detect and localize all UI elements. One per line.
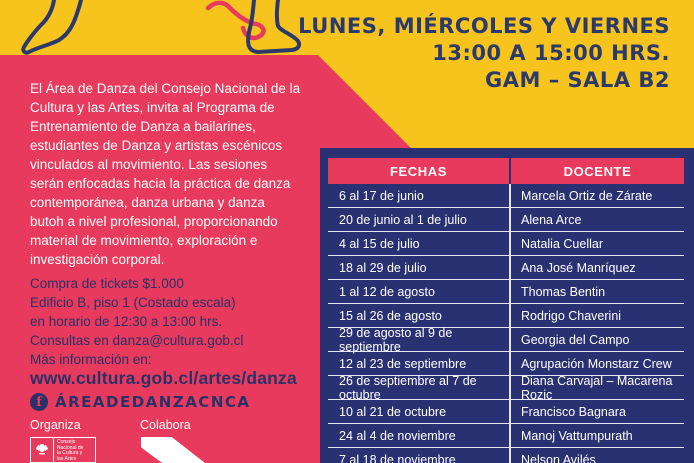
cell-fechas: 29 de agosto al 9 de septiembre — [339, 325, 453, 354]
cell-fechas: 24 al 4 de noviembre — [339, 428, 456, 443]
info-more: Más información en: — [30, 352, 152, 367]
cell-docente: Ana José Manríquez — [509, 256, 684, 279]
cell-fechas: 7 al 18 de noviembre — [339, 452, 456, 463]
intro-line: Cultura y las Artes, invita al Programa de — [30, 100, 275, 115]
flexed-foot-leg-icon — [202, 0, 308, 58]
table-row — [328, 232, 684, 256]
cell-fechas: 1 al 12 de agosto — [339, 284, 435, 299]
facebook-handle: ÁREADEDANZACNCA — [55, 393, 251, 411]
table-header-row — [328, 158, 684, 184]
website-url: www.cultura.gob.cl/artes/danza — [30, 368, 297, 388]
cell-docente: Thomas Bentin — [509, 280, 684, 303]
ticket-info — [30, 274, 320, 369]
info-tickets: Compra de tickets $1.000 — [30, 276, 184, 291]
facebook-f-icon: f — [30, 393, 48, 411]
intro-paragraph — [30, 79, 320, 269]
table-row — [328, 280, 684, 304]
cell-fechas: 10 al 21 de octubre — [339, 404, 447, 419]
cell-docente: Natalia Cuellar — [509, 232, 684, 255]
cell-docente: Georgia del Campo — [509, 328, 684, 351]
intro-line: El Área de Danza del Consejo Nacional de la — [30, 81, 301, 96]
table-row — [328, 208, 684, 232]
table-row — [328, 256, 684, 280]
cnca-logo — [30, 437, 96, 463]
intro-line: serán enfocadas hacia la práctica de danza — [30, 176, 291, 191]
table-row — [328, 184, 684, 208]
table-row — [328, 304, 684, 328]
pointed-foot-leg-icon — [14, 0, 102, 56]
header-fechas: FECHAS — [328, 158, 509, 184]
header-docente: DOCENTE — [511, 158, 684, 184]
chile-coat-of-arms-icon — [31, 438, 54, 462]
cell-docente: Manoj Vattumpurath — [509, 424, 684, 447]
intro-line: estudiantes de Danza y artistas escénicos — [30, 138, 283, 153]
cell-docente: Agrupación Monstarz Crew — [509, 352, 684, 375]
cell-docente: Francisco Bagnara — [509, 400, 684, 423]
schedule-table — [328, 158, 684, 463]
organiza-label: Organiza — [30, 418, 81, 432]
table-row — [328, 373, 684, 402]
table-row — [328, 448, 684, 463]
intro-line: Entrenamiento de Danza a bailarines, — [30, 119, 256, 134]
colabora-label: Colabora — [140, 418, 191, 432]
banner-days: LUNES, MIÉRCOLES Y VIERNES — [298, 14, 670, 38]
banner-hours: 13:00 A 15:00 HRS. — [432, 41, 670, 65]
intro-line: vinculados al movimiento. Las sesiones — [30, 157, 268, 172]
intro-line: material de movimiento, exploración e — [30, 233, 258, 248]
cell-fechas: 12 al 23 de septiembre — [339, 356, 467, 371]
intro-line: investigación corporal. — [30, 252, 165, 267]
cell-fechas: 6 al 17 de junio — [339, 188, 424, 203]
table-row — [328, 352, 684, 376]
info-hours: en horario de 12:30 a 13:00 hrs. — [30, 314, 223, 329]
schedule-table-panel — [320, 148, 694, 463]
cell-docente: Alena Arce — [509, 208, 684, 231]
cell-fechas: 20 de junio al 1 de julio — [339, 212, 467, 227]
table-row — [328, 424, 684, 448]
info-email: Consultas en danza@cultura.gob.cl — [30, 333, 244, 348]
schedule-banner — [298, 13, 670, 94]
banner-venue: GAM – SALA B2 — [485, 68, 670, 92]
table-row — [328, 400, 684, 424]
intro-line: contemporánea, danza urbana y danza — [30, 195, 265, 210]
cell-fechas: 4 al 15 de julio — [339, 236, 420, 251]
intro-line: butoh a nivel profesional, proporcionando — [30, 214, 278, 229]
cell-fechas: 18 al 29 de julio — [339, 260, 427, 275]
cell-fechas: 26 de septiembre al 7 de octubre — [339, 373, 477, 402]
info-location: Edificio B, piso 1 (Costado escala) — [30, 295, 236, 310]
cell-docente: Rodrigo Chaverini — [509, 304, 684, 327]
cnca-logo-text: Consejo Nacional de la Cultura y las Artes — [57, 439, 84, 462]
cell-docente: Nelson Avilés — [509, 448, 684, 463]
cell-docente: Diana Carvajal – Macarena Rozic — [509, 376, 684, 399]
cell-docente: Marcela Ortiz de Zárate — [509, 184, 684, 207]
facebook-row — [30, 393, 251, 411]
cell-fechas: 15 al 26 de agosto — [339, 308, 442, 323]
table-row — [328, 325, 684, 354]
